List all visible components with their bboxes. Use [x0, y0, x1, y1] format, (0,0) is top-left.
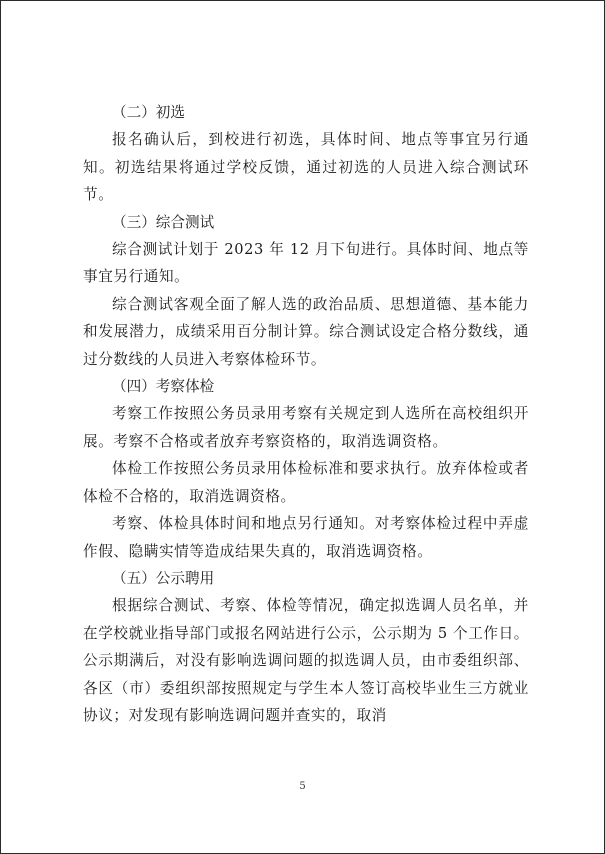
paragraph: 考察工作按照公务员录用考察有关规定到人选所在高校组织开展。考察不合格或者放弃考察资格的，取消选调资格。 [83, 405, 529, 450]
paragraph: 综合测试计划于 2023 年 12 月下旬进行。具体时间、地点等事宜另行通知。 [83, 241, 529, 286]
paragraph: 体检工作按照公务员录用体检标准和要求执行。放弃体检或者体检不合格的，取消选调资格。 [83, 460, 529, 505]
paragraph: 报名确认后，到校进行初选，具体时间、地点等事宜另行通知。初选结果将通过学校反馈，通过初选的人员进入综合测试环节。 [83, 131, 529, 204]
section-heading-preliminary-selection: （二）初选 [112, 104, 185, 121]
paragraph: 综合测试客观全面了解人选的政治品质、思想道德、基本能力和发展潜力，成绩采用百分制计算。综合测试设定合格分数线，通过分数线的人员进入考察体检环节。 [83, 295, 529, 368]
paragraph: 根据综合测试、考察、体检等情况，确定拟选调人员名单，并在学校就业指导部门或报名网站进行公示，公示期为 5 个工作日。公示期满后，对没有影响选调问题的拟选调人员，由市委组织部、各区（市）委组织部按照规定与学生本人签订高校毕业生三方就业协议；对发现有影响选调问题并查实的，取消 [83, 597, 529, 724]
paragraph: 考察、体检具体时间和地点另行通知。对考察体检过程中弄虚作假、隐瞒实情等造成结果失真的，取消选调资格。 [83, 515, 529, 560]
section-heading-inspection-physical-exam: （四）考察体检 [112, 378, 215, 396]
page-number: 5 [299, 781, 306, 792]
document-body [83, 99, 529, 729]
section-heading-comprehensive-test: （三）综合测试 [112, 213, 215, 231]
section-heading-publicity-employment: （五）公示聘用 [112, 569, 215, 587]
